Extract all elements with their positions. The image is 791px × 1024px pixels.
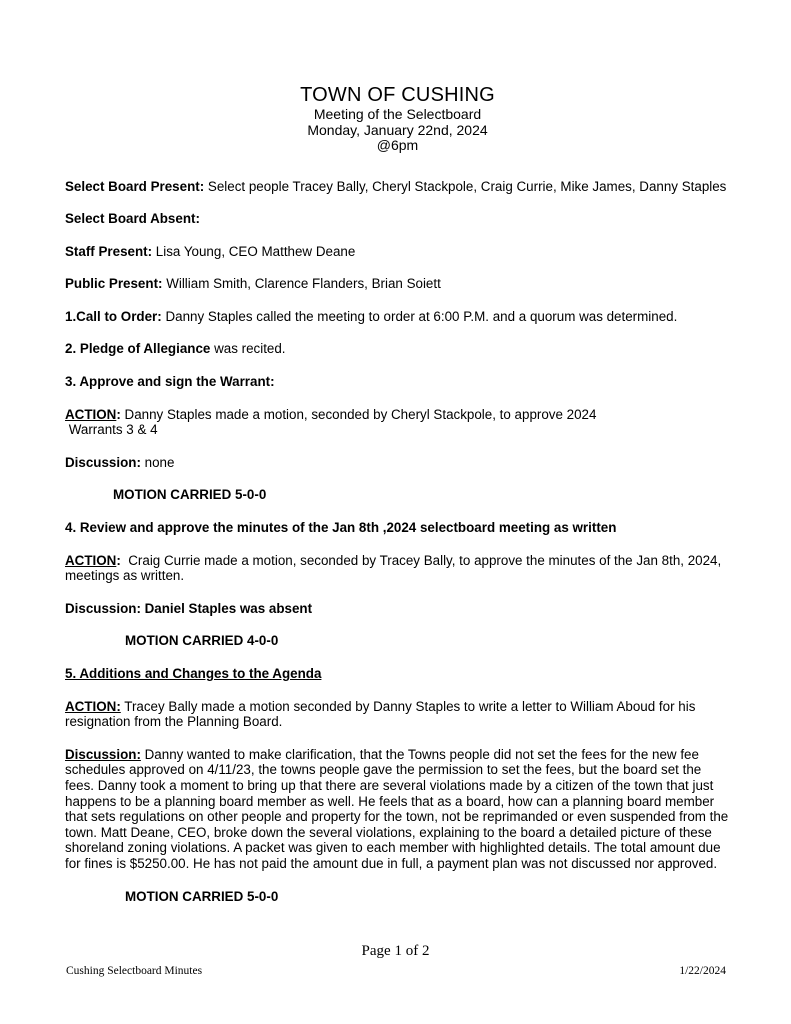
- public-label: Public Present:: [65, 276, 163, 292]
- item5-action-label: ACTION:: [65, 698, 121, 714]
- document-content: [65, 84, 730, 921]
- item5-heading: [65, 666, 730, 682]
- present-text: Select people Tracey Bally, Cheryl Stackpole, Craig Currie, Mike James, Danny Staples: [204, 178, 727, 194]
- select-board-absent: [65, 211, 730, 227]
- item2-pledge: [65, 341, 730, 357]
- item2-text: was recited.: [210, 341, 286, 357]
- staff-present: [65, 244, 730, 260]
- item4-action-colon: :: [116, 552, 121, 568]
- item1-call-to-order: [65, 309, 730, 325]
- item5-action-text: Tracey Bally made a motion seconded by Danny Staples to write a letter to William Aboud for his resignation from the Planning Board.: [65, 698, 700, 730]
- item3-discussion-text: none: [140, 454, 175, 470]
- item5-action: [65, 699, 730, 730]
- staff-text: Lisa Young, CEO Matthew Deane: [152, 243, 356, 259]
- item3-motion-carried: MOTION CARRIED 5-0-0: [113, 487, 267, 503]
- item3-action-text: Danny Staples made a motion, seconded by Cheryl Stackpole, to approve 2024: [120, 406, 597, 422]
- document-header: [65, 84, 730, 154]
- public-present: [65, 276, 730, 292]
- present-label: Select Board Present:: [65, 178, 205, 194]
- document-subtitle-meeting: Meeting of the Selectboard: [313, 106, 482, 122]
- item3-action-line2: Warrants 3 & 4: [65, 422, 158, 438]
- item3-heading: [65, 374, 730, 390]
- item1-label: 1.Call to Order:: [65, 308, 162, 324]
- item5-motion-carried: MOTION CARRIED 5-0-0: [125, 888, 279, 904]
- item4-action-text: Craig Currie made a motion, seconded by Tracey Bally, to approve the minutes of the Jan 8th, 2024, meetings as written.: [65, 552, 725, 584]
- item3-discussion-label: Discussion:: [65, 454, 141, 470]
- item3-heading-text: 3. Approve and sign the Warrant:: [65, 374, 275, 390]
- page-number: Page 1 of 2: [361, 943, 430, 959]
- item3-action-label: ACTION: [65, 406, 117, 422]
- select-board-present: [65, 179, 730, 195]
- item4-heading: [65, 520, 730, 536]
- footer-date: 1/22/2024: [679, 965, 726, 977]
- footer-document-name: Cushing Selectboard Minutes: [66, 965, 203, 977]
- item4-heading-text: 4. Review and approve the minutes of the Jan 8th ,2024 selectboard meeting as written: [65, 520, 617, 536]
- item5-discussion: [65, 747, 730, 872]
- item4-discussion: Discussion: Daniel Staples was absent: [65, 600, 313, 616]
- item1-text: Danny Staples called the meeting to order at 6:00 P.M. and a quorum was determined.: [161, 308, 678, 324]
- item5-discussion-label: Discussion:: [65, 746, 141, 762]
- item4-action: [65, 553, 730, 584]
- item3-discussion: [65, 455, 730, 471]
- public-text: William Smith, Clarence Flanders, Brian Soiett: [162, 276, 441, 292]
- item5-heading-text: 5. Additions and Changes to the Agenda: [65, 666, 322, 681]
- document-title: TOWN OF CUSHING: [300, 84, 495, 106]
- item5-discussion-text: Danny wanted to make clarification, that the Towns people did not set the fees for the new fee schedules approved on 4/11/23, the towns people gave the permission to set the fees, but the board set the fees. Danny took a moment to bring up that there are several violations made by a citizen of the town that just happens to be a planning board member as well. He feels that as a board, how can a planning board member that sets regulations on other people and property for the town, not be reprimanded or even suspended from the town. Matt Deane, CEO, broke down the several violations, explaining to the board a detailed picture of these shoreland zoning violations. A packet was given to each member with highlighted details. The total amount due for fines is $5250.00. He has not paid the amount due in full, a payment plan was not discussed nor approved.: [65, 746, 732, 871]
- absent-label: Select Board Absent:: [65, 211, 200, 227]
- document-subtitle-date: Monday, January 22nd, 2024: [307, 121, 488, 138]
- item4-motion-carried: MOTION CARRIED 4-0-0: [125, 633, 279, 649]
- item2-label: 2. Pledge of Allegiance: [65, 341, 211, 357]
- staff-label: Staff Present:: [65, 243, 153, 259]
- document-subtitle-time: @6pm: [376, 137, 419, 153]
- item3-action: [65, 407, 730, 438]
- item4-action-label: ACTION: [65, 552, 117, 568]
- item3-action-colon: :: [116, 406, 121, 422]
